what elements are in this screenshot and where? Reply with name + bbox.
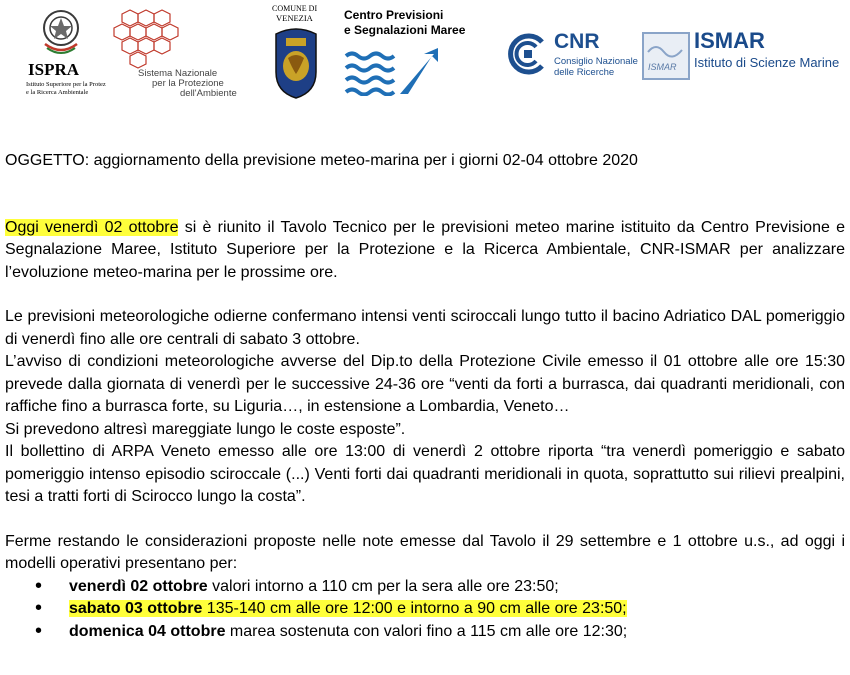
logo-bar: [0, 0, 850, 110]
venezia-line-2: VENEZIA: [276, 13, 313, 23]
forecast-list: [5, 576, 845, 644]
intro-paragraph: [5, 217, 845, 285]
cnr-name: CNR: [554, 30, 600, 53]
ismar-subtitle: Istituto di Scienze Marine: [694, 55, 840, 70]
forecast-paragraph-2: L’avviso di condizioni meteorologiche avverse del Dip.to della Protezione Civile emesso il 01 ottobre alle ore 15:30 prevede dalla giornata di venerdì per le successive 24-36 ore “venti da forti a burrasca, dai quadranti meridionali, con raffiche fino a burrasca forte, su Liguria…, in estensione a Lombardia, Veneto…: [5, 353, 845, 415]
forecast-paragraph-4: Il bollettino di ARPA Veneto emesso alle ore 13:00 di venerdì 2 ottobre riporta “tra venerdì pomeriggio e sabato pomeriggio intenso episodio sciroccale (...) Venti forti dai quadranti meridionali in quota, soprattutto sui rilievi prealpini, tesi a tratti forti di Scirocco lungo la costa”.: [5, 443, 845, 505]
ispra-logo: [14, 6, 110, 98]
centro-maree-logo: [344, 8, 484, 98]
snpa-line-1: Sistema Nazionale: [138, 68, 218, 79]
venezia-crest-icon: [270, 24, 322, 100]
ispra-subtitle-2: e la Ricerca Ambientale: [26, 89, 89, 96]
list-item-day: venerdì 02 ottobre: [69, 577, 208, 595]
cnr-line-2: delle Ricerche: [554, 67, 615, 78]
list-item-text: marea sostenuta con valori fino a 115 cm alle ore 12:30;: [225, 622, 628, 640]
list-item-text: 135-140 cm alle ore 12:00 e intorno a 90 cm alle ore 23:50;: [202, 600, 627, 617]
centro-line-2: e Segnalazioni Maree: [344, 23, 466, 37]
cnr-line-1: Consiglio Nazionale: [554, 56, 638, 67]
snpa-line-2: per la Protezione: [152, 78, 224, 89]
list-item-highlight: [69, 600, 627, 617]
cnr-emblem-icon: [502, 30, 550, 78]
intro-text: si è riunito il Tavolo Tecnico per le previsioni meteo marine istituito da Centro Previsione e Segnalazione Maree, Istituto Superiore per la Protezione e la Ricerca Ambientale, CNR-ISMAR per analizzare l’evoluzione meteo-marina per le prossime ore.: [5, 218, 845, 281]
document-body: [5, 150, 845, 643]
hexagon-network-icon: [108, 8, 186, 72]
ismar-logo: [642, 28, 842, 80]
forecast-paragraph-1: Le previsioni meteorologiche odierne confermano intensi venti sciroccali lungo tutto il bacino Adriatico DAL pomeriggio di venerdì fino alle ore centrali di sabato 3 ottobre.: [5, 308, 845, 348]
forecast-paragraph-3: Si prevedono altresì mareggiate lungo le coste esposte”.: [5, 420, 406, 438]
venezia-logo: [266, 4, 330, 100]
list-item-text: valori intorno a 110 cm per la sera alle ore 23:50;: [207, 577, 559, 595]
snpa-line-3: dell'Ambiente: [180, 88, 237, 99]
centro-line-1: Centro Previsioni: [344, 8, 444, 22]
cnr-logo: [502, 30, 642, 80]
ismar-badge: [642, 32, 690, 80]
snpa-logo: [108, 8, 238, 98]
ismar-name: ISMAR: [694, 28, 765, 53]
list-item: [5, 621, 845, 644]
date-highlight: Oggi venerdì 02 ottobre: [5, 218, 179, 236]
italian-emblem-icon: [41, 6, 81, 58]
venezia-line-1: COMUNE DI: [272, 4, 318, 13]
ispra-name: ISPRA: [28, 60, 80, 79]
ispra-subtitle-1: Istituto Superiore per la Protez: [26, 81, 106, 88]
ismar-badge-text: ISMAR: [648, 62, 677, 72]
models-paragraph: Ferme restando le considerazioni proposte nelle note emesse dal Tavolo il 29 settembre e 1 ottobre u.s., ad oggi i modelli operativi presentano per:: [5, 532, 845, 572]
list-item: [5, 576, 845, 599]
wave-arrow-icon: [344, 46, 440, 96]
list-item: [5, 598, 845, 621]
subject-line: OGGETTO: aggiornamento della previsione meteo-marina per i giorni 02-04 ottobre 2020: [5, 152, 638, 169]
list-item-day: domenica 04 ottobre: [69, 622, 226, 640]
list-item-day: sabato 03 ottobre: [69, 600, 203, 617]
wave-icon: [646, 38, 686, 62]
